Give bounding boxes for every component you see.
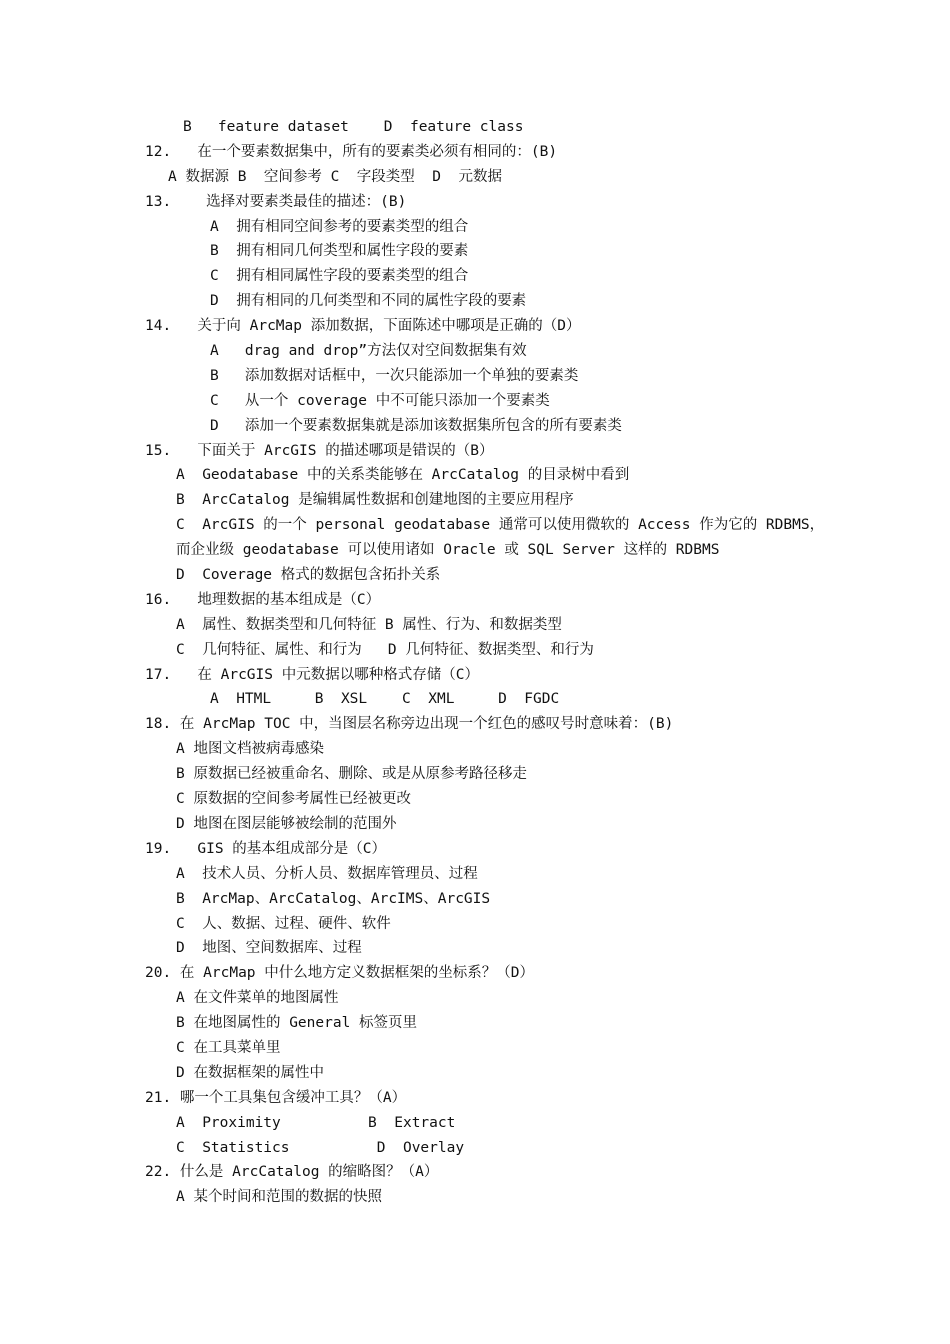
text-line <box>0 1111 950 1136</box>
text-line <box>0 389 950 414</box>
text-line <box>0 364 950 389</box>
text-line <box>0 463 950 488</box>
text-line <box>0 663 950 688</box>
line-text: A 拥有相同空间参考的要素类型的组合 <box>210 218 469 235</box>
text-line <box>0 264 950 289</box>
text-line <box>0 912 950 937</box>
text-line <box>0 1136 950 1161</box>
line-text: C 在工具菜单里 <box>176 1039 281 1056</box>
line-text: C 从一个 coverage 中不可能只添加一个要素类 <box>210 392 550 409</box>
text-line <box>0 339 950 364</box>
line-text: 21. 哪一个工具集包含缓冲工具？（A） <box>145 1089 407 1106</box>
text-line <box>0 638 950 663</box>
text-line <box>0 787 950 812</box>
line-text: A 技术人员、分析人员、数据库管理员、过程 <box>176 865 478 882</box>
line-text: A Proximity B Extract <box>176 1114 456 1131</box>
line-text: 18. 在 ArcMap TOC 中，当图层名称旁边出现一个红色的感叹号时意味着：(B) <box>145 716 674 733</box>
text-line <box>0 812 950 837</box>
line-text: 15. 下面关于 ArcGIS 的描述哪项是错误的（B） <box>145 442 494 459</box>
line-text: D 在数据框架的属性中 <box>176 1064 324 1081</box>
text-line <box>0 439 950 464</box>
text-line <box>0 613 950 638</box>
text-line <box>0 165 950 190</box>
line-text: A 地图文档被病毒感染 <box>176 741 324 758</box>
line-text: B 拥有相同几何类型和属性字段的要素 <box>210 243 469 260</box>
text-line <box>0 1185 950 1210</box>
line-text: D Coverage 格式的数据包含拓扑关系 <box>176 567 441 584</box>
line-text: D 添加一个要素数据集就是添加该数据集所包含的所有要素类 <box>210 417 622 434</box>
line-text: D 拥有相同的几何类型和不同的属性字段的要素 <box>210 293 527 310</box>
line-text: C ArcGIS 的一个 personal geodatabase 通常可以使用微软的 Access 作为它的 RDBMS， <box>176 517 825 534</box>
line-text: C 拥有相同属性字段的要素类型的组合 <box>210 268 469 285</box>
line-text: 14. 关于向 ArcMap 添加数据，下面陈述中哪项是正确的（D） <box>145 318 581 335</box>
text-line <box>0 414 950 439</box>
text-line <box>0 986 950 1011</box>
document-page <box>0 115 950 1210</box>
line-text: B 原数据已经被重命名、删除、或是从原参考路径移走 <box>176 766 527 783</box>
line-text: B 添加数据对话框中，一次只能添加一个单独的要素类 <box>210 367 579 384</box>
line-text: B 在地图属性的 General 标签页里 <box>176 1015 418 1032</box>
text-line <box>0 140 950 165</box>
line-text: 22. 什么是 ArcCatalog 的缩略图？（A） <box>145 1164 439 1181</box>
text-line <box>0 762 950 787</box>
text-line <box>0 314 950 339</box>
text-line <box>0 538 950 563</box>
text-line <box>0 1011 950 1036</box>
line-text: C 人、数据、过程、硬件、软件 <box>176 915 391 932</box>
line-text: A HTML B XSL C XML D FGDC <box>210 691 560 708</box>
line-text: 13. 选择对要素类最佳的描述：(B) <box>145 193 407 210</box>
line-text: B feature dataset D feature class <box>183 119 524 135</box>
text-line <box>0 588 950 613</box>
text-line <box>0 215 950 240</box>
text-line <box>0 563 950 588</box>
line-text: 17. 在 ArcGIS 中元数据以哪种格式存储（C） <box>145 666 479 683</box>
text-line <box>0 961 950 986</box>
text-line <box>0 1160 950 1185</box>
text-line <box>0 712 950 737</box>
line-text: A 在文件菜单的地图属性 <box>176 990 339 1007</box>
text-line <box>0 1061 950 1086</box>
line-text: 而企业级 geodatabase 可以使用诸如 Oracle 或 SQL Server 这样的 RDBMS <box>176 542 720 559</box>
line-text: 12. 在一个要素数据集中，所有的要素类必须有相同的：(B) <box>145 143 558 160</box>
line-text: A 属性、数据类型和几何特征 B 属性、行为、和数据类型 <box>176 616 562 633</box>
text-line <box>0 1036 950 1061</box>
text-line <box>0 115 950 140</box>
line-text: D 地图在图层能够被绘制的范围外 <box>176 815 397 832</box>
text-line <box>0 737 950 762</box>
line-text: A 数据源 B 空间参考 C 字段类型 D 元数据 <box>168 168 502 185</box>
line-text: 19. GIS 的基本组成部分是（C） <box>145 840 387 857</box>
line-text: C 几何特征、属性、和行为 D 几何特征、数据类型、和行为 <box>176 641 594 658</box>
line-text: A drag and drop”方法仅对空间数据集有效 <box>210 343 527 360</box>
line-text: D 地图、空间数据库、过程 <box>176 940 362 957</box>
line-text: A Geodatabase 中的关系类能够在 ArcCatalog 的目录树中看到 <box>176 467 630 484</box>
text-line <box>0 687 950 712</box>
text-line <box>0 887 950 912</box>
text-line <box>0 862 950 887</box>
text-line <box>0 190 950 215</box>
text-line <box>0 513 950 538</box>
line-text: C Statistics D Overlay <box>176 1139 465 1156</box>
line-text: A 某个时间和范围的数据的快照 <box>176 1189 382 1206</box>
line-text: B ArcMap、ArcCatalog、ArcIMS、ArcGIS <box>176 890 491 907</box>
text-line <box>0 936 950 961</box>
line-text: B ArcCatalog 是编辑属性数据和创建地图的主要应用程序 <box>176 492 574 509</box>
text-line <box>0 488 950 513</box>
line-text: 20. 在 ArcMap 中什么地方定义数据框架的坐标系？（D） <box>145 965 534 982</box>
line-text: C 原数据的空间参考属性已经被更改 <box>176 791 411 808</box>
text-line <box>0 837 950 862</box>
line-text: 16. 地理数据的基本组成是（C） <box>145 591 381 608</box>
text-line <box>0 1086 950 1111</box>
text-line <box>0 239 950 264</box>
text-line <box>0 289 950 314</box>
